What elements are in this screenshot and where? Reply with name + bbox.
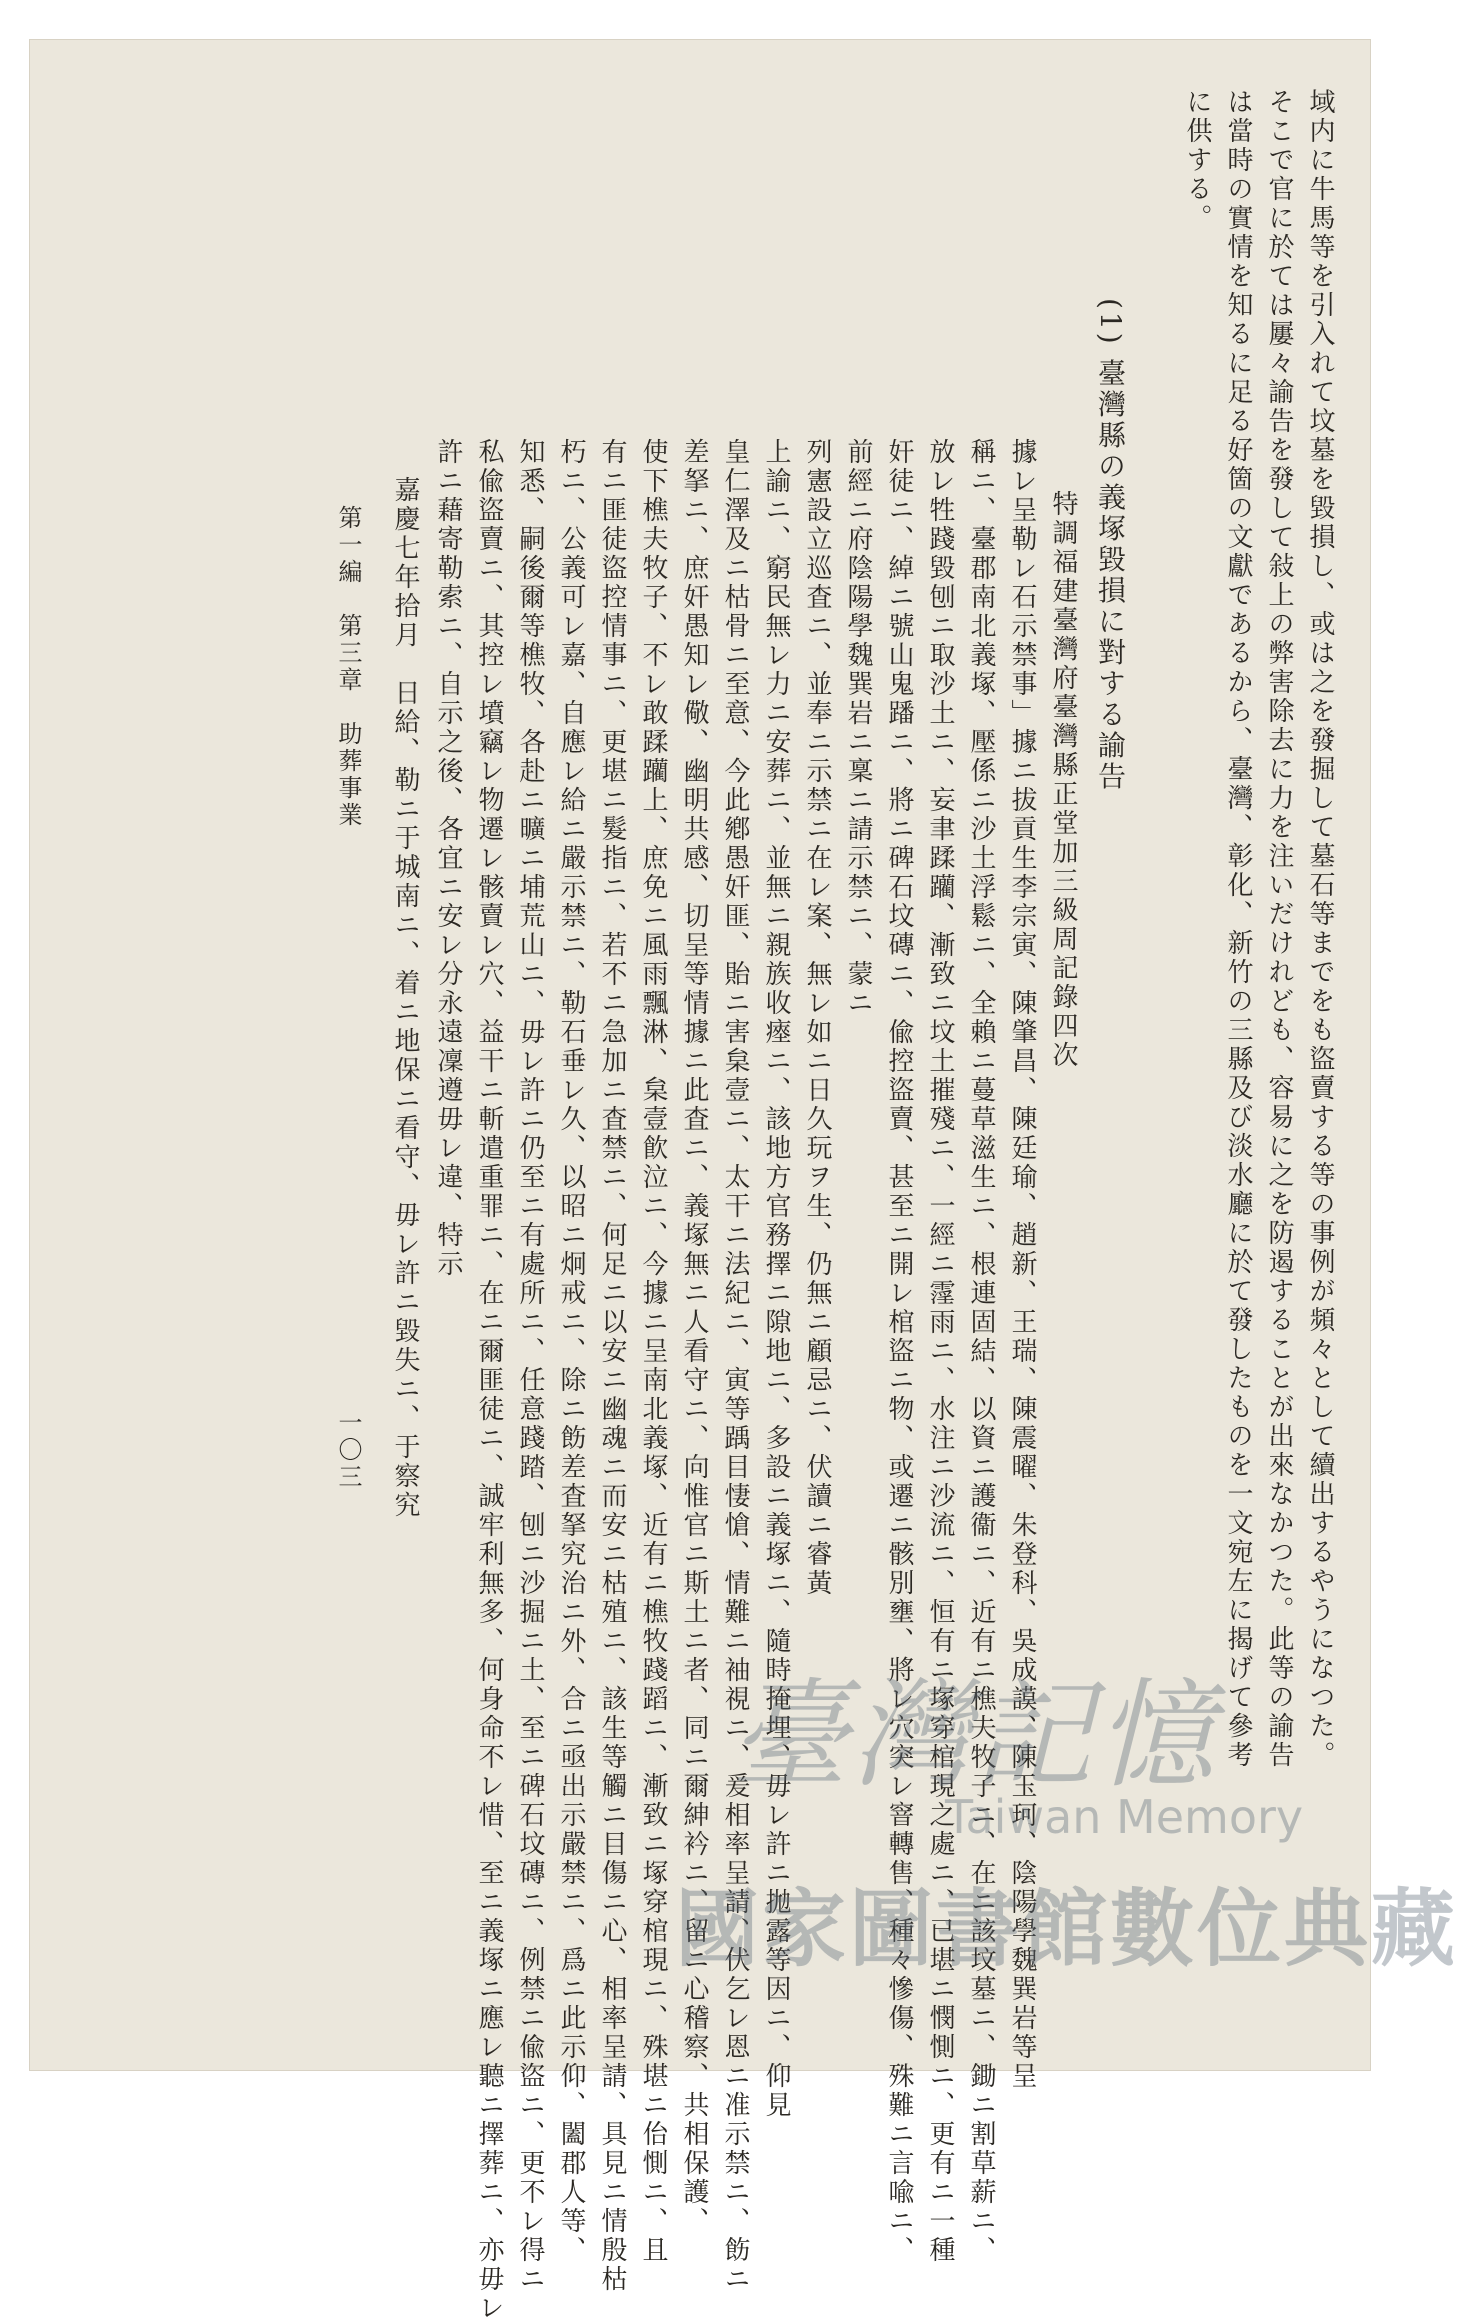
- watermark-brush-text: 臺灣記憶: [730, 1666, 1219, 1804]
- body-line: 使下樵夫牧子、不レ敢蹂躪上、庶免ニ風雨飄淋、枲壹飮泣ニ、今據ニ呈南北義塚、近有ニ樵牧踐蹈ニ、漸致ニ塚穿棺現ニ、殊堪ニ佁惻ニ、且: [638, 438, 668, 2265]
- body-line: 放レ牲踐毀刨ニ取沙土ニ、妄聿蹂躪、漸致ニ坟土摧殘ニ、一經ニ霪雨ニ、水注ニ沙流ニ、恒有ニ塚穿棺現之處ニ、已堪ニ憫惻ニ、更有ニ一種: [925, 438, 955, 2265]
- body-line: 稱ニ、臺郡南北義塚、壓係ニ沙土浮鬆ニ、全賴ニ蔓草滋生ニ、根連固結、以資ニ護衞ニ、近有ニ樵夫牧子ニ、在ニ該坟墓ニ、鋤ニ割草薪ニ、: [966, 438, 996, 2265]
- intro-line: に供する。: [1182, 88, 1212, 233]
- body-line: 前經ニ府陰陽學魏巽岩ニ稟ニ請示禁ニ、蒙ニ: [843, 438, 873, 1018]
- body-line: 皇仁澤及ニ枯骨ニ至意、今此鄕愚奸匪、貽ニ害枲壹ニ、太干ニ法紀ニ、寅等踽目悽愴、情難ニ袖視ニ、爰相率呈請、伏乞レ恩ニ准示禁ニ、飭ニ: [720, 438, 750, 2294]
- page-number: 一〇三: [334, 1410, 362, 1491]
- body-line: 列憲設立巡査ニ、並奉ニ示禁ニ在レ案、無レ如ニ日久玩ヲ生、仍無ニ顧忌ニ、伏讀ニ睿黃: [802, 438, 832, 1598]
- watermark-english: Taiwan Memory: [945, 1790, 1304, 1844]
- body-line: 據レ呈勒レ石示禁事」據ニ拔貢生李宗寅、陳肇昌、陳廷瑜、趙新、王瑞、陳震曜、朱登科、吳成謨、陳玉珂、陰陽學魏巽岩等呈: [1007, 438, 1037, 2091]
- watermark-institution: 國家圖書館數位典藏: [675, 1880, 1458, 1978]
- body-line: 朽ニ、公義可レ嘉、自應レ給ニ嚴示禁ニ、勒石垂レ久、以昭ニ炯戒ニ、除ニ飭差査拏究治ニ外、合ニ亟出示嚴禁ニ、爲ニ此示仰、闔郡人等、: [556, 438, 586, 2265]
- intro-line: は當時の實情を知るに足る好箇の文獻であるから、臺灣、彰化、新竹の三縣及び淡水廳に於て發したものを一文宛左に揭げて參考: [1223, 88, 1253, 1770]
- running-head: 第一編 第三章 助葬事業: [334, 505, 362, 829]
- intro-line: 域内に牛馬等を引入れて坟墓を毀損し、或は之を發掘して墓石等までをも盜賣する等の事例が頻々として續出するやうになつた。: [1305, 88, 1335, 1770]
- body-line: 上諭ニ、窮民無レ力ニ安葬ニ、並無ニ親族收瘞ニ、該地方官務擇ニ隙地ニ、多設ニ義塚ニ、隨時掩埋、毋レ許ニ拋露等因ニ、仰見: [761, 438, 791, 2120]
- body-line: 知悉、嗣後爾等樵牧、各赴ニ曠ニ埔荒山ニ、毋レ許ニ仍至ニ有處所ニ、任意踐踏、刨ニ沙掘ニ土、至ニ碑石坟磚ニ、例禁ニ偸盜ニ、更不レ得ニ: [515, 438, 545, 2294]
- body-line: 差拏ニ、庶奸愚知レ儆、幽明共感、切呈等情據ニ此査ニ、義塚無ニ人看守ニ、向惟官ニ斯土ニ者、同ニ爾紳衿ニ、留ニ心稽察、共相保護、: [679, 438, 709, 2236]
- body-line: 私偸盜賣ニ、其控レ墳竊レ物遷レ骸賣レ穴、益干ニ斬遣重罪ニ、在ニ爾匪徒ニ、誠牢利無多、何身命不レ惜、至ニ義塚ニ應レ聽ニ擇葬ニ、亦毋レ: [474, 438, 504, 2323]
- section-heading: (1) 臺灣縣の義塚毀損に對する諭告: [1094, 298, 1127, 793]
- document-page: [30, 40, 1458, 2323]
- date-line: 嘉慶七年拾月 日給、勒ニ于城南ニ、着ニ地保ニ看守、毋レ許ニ毀失ニ、于察究: [390, 476, 420, 1520]
- body-line: 奸徒ニ、綽ニ號山鬼蹯ニ、將ニ碑石坟磚ニ、偸控盜賣、甚至ニ開レ棺盜ニ物、或遷ニ骸別壅、將レ穴突レ窨轉售、種々慘傷、殊難ニ言喩ニ、: [884, 438, 914, 2265]
- body-line: 有ニ匪徒盜控情事ニ、更堪ニ髮指ニ、若不ニ急加ニ査禁ニ、何足ニ以安ニ幽魂ニ而安ニ枯殖ニ、該生等觸ニ目傷ニ心、相率呈請、具見ニ情殷枯: [597, 438, 627, 2294]
- body-line: 許ニ藉寄勒索ニ、自示之後、各宜ニ安レ分永遠凜遵毋レ違、特示: [433, 438, 463, 1279]
- intro-line: そこで官に於ては屢々諭告を發して敍上の弊害除去に力を注いだけれども、容易に之を防遏することが出來なかつた。此等の諭告: [1264, 88, 1294, 1770]
- official-title: 特調福建臺灣府臺灣縣正堂加三級周記錄四次: [1048, 490, 1078, 1070]
